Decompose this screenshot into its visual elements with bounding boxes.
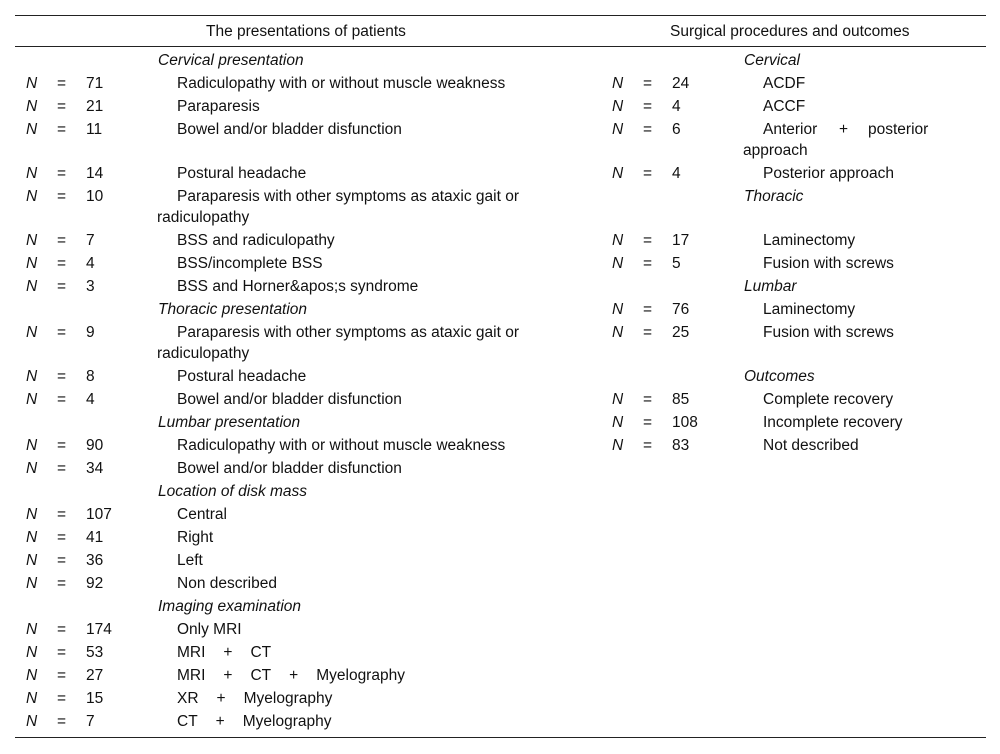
row-description: Fusion with screws: [763, 255, 894, 272]
count-value: 53: [86, 644, 104, 661]
count-value: 108: [672, 414, 698, 431]
equals-sign: =: [57, 368, 67, 385]
n-symbol: N: [26, 75, 38, 92]
row-description: Paraparesis with other symptoms as ataxic gait or: [177, 324, 519, 341]
equals-sign: =: [643, 121, 653, 138]
n-symbol: N: [26, 460, 38, 477]
equals-sign: =: [57, 621, 67, 638]
equals-sign: =: [57, 75, 67, 92]
equals-sign: =: [57, 552, 67, 569]
equals-sign: =: [57, 437, 67, 454]
count-value: 36: [86, 552, 104, 569]
count-value: 92: [86, 575, 104, 592]
row-description: Fusion with screws: [763, 324, 894, 341]
n-symbol: N: [612, 437, 624, 454]
n-symbol: N: [26, 667, 38, 684]
equals-sign: =: [643, 301, 653, 318]
equals-sign: =: [57, 713, 67, 730]
count-value: 14: [86, 165, 104, 182]
count-value: 11: [86, 121, 103, 138]
row-description: MRI + CT + Myelography: [177, 667, 405, 684]
n-symbol: N: [26, 255, 38, 272]
count-value: 83: [672, 437, 690, 454]
equals-sign: =: [57, 506, 67, 523]
row-description: Complete recovery: [763, 391, 894, 408]
n-symbol: N: [26, 324, 38, 341]
row-description: ACCF: [763, 98, 806, 115]
n-symbol: N: [26, 644, 38, 661]
row-description-continued: approach: [743, 142, 808, 159]
section-location-of-disk-mass: Location of disk mass: [158, 483, 308, 500]
count-value: 15: [86, 690, 104, 707]
header-left: The presentations of patients: [206, 23, 406, 40]
equals-sign: =: [57, 690, 67, 707]
table-top-rule: [15, 15, 986, 16]
row-description: Postural headache: [177, 368, 307, 385]
count-value: 17: [672, 232, 690, 249]
equals-sign: =: [57, 324, 67, 341]
table-header-rule: [15, 46, 986, 47]
equals-sign: =: [57, 667, 67, 684]
equals-sign: =: [57, 188, 67, 205]
count-value: 76: [672, 301, 690, 318]
n-symbol: N: [612, 121, 624, 138]
count-value: 4: [86, 255, 95, 272]
count-value: 21: [86, 98, 104, 115]
n-symbol: N: [612, 165, 624, 182]
n-symbol: N: [612, 255, 624, 272]
equals-sign: =: [57, 165, 67, 182]
row-description: ACDF: [763, 75, 806, 92]
n-symbol: N: [612, 414, 624, 431]
equals-sign: =: [57, 460, 67, 477]
row-description: Laminectomy: [763, 301, 856, 318]
n-symbol: N: [26, 506, 38, 523]
row-description: Only MRI: [177, 621, 242, 638]
equals-sign: =: [643, 324, 653, 341]
table-bottom-rule: [15, 737, 986, 738]
n-symbol: N: [26, 121, 38, 138]
equals-sign: =: [57, 644, 67, 661]
row-description: Posterior approach: [763, 165, 894, 182]
count-value: 7: [86, 232, 95, 249]
row-description: Non described: [177, 575, 277, 592]
n-symbol: N: [26, 232, 38, 249]
n-symbol: N: [26, 98, 38, 115]
n-symbol: N: [26, 278, 38, 295]
n-symbol: N: [26, 529, 38, 546]
equals-sign: =: [643, 414, 653, 431]
section-outcomes: Outcomes: [744, 368, 815, 385]
n-symbol: N: [26, 188, 38, 205]
row-description: Postural headache: [177, 165, 307, 182]
n-symbol: N: [612, 391, 624, 408]
count-value: 25: [672, 324, 690, 341]
count-value: 85: [672, 391, 690, 408]
count-value: 90: [86, 437, 104, 454]
n-symbol: N: [612, 324, 624, 341]
equals-sign: =: [57, 529, 67, 546]
row-description: Incomplete recovery: [763, 414, 903, 431]
n-symbol: N: [26, 575, 38, 592]
count-value: 71: [86, 75, 104, 92]
count-value: 41: [86, 529, 104, 546]
equals-sign: =: [57, 278, 67, 295]
row-description: BSS and radiculopathy: [177, 232, 335, 249]
count-value: 9: [86, 324, 95, 341]
row-description: Laminectomy: [763, 232, 856, 249]
n-symbol: N: [612, 301, 624, 318]
section-lumbar-presentation: Lumbar presentation: [158, 414, 301, 431]
row-description: BSS and Horner&apos;s syndrome: [177, 278, 419, 295]
n-symbol: N: [26, 165, 38, 182]
row-description-continued: radiculopathy: [157, 209, 250, 226]
row-description: Left: [177, 552, 203, 569]
equals-sign: =: [57, 391, 67, 408]
n-symbol: N: [26, 437, 38, 454]
equals-sign: =: [57, 121, 67, 138]
count-value: 4: [672, 165, 681, 182]
equals-sign: =: [643, 165, 653, 182]
count-value: 4: [86, 391, 95, 408]
count-value: 34: [86, 460, 104, 477]
count-value: 3: [86, 278, 95, 295]
row-description: Right: [177, 529, 214, 546]
row-description: Central: [177, 506, 227, 523]
count-value: 4: [672, 98, 681, 115]
section-cervical-presentation: Cervical presentation: [158, 52, 304, 69]
count-value: 174: [86, 621, 112, 638]
section-thoracic-procedures: Thoracic: [744, 188, 804, 205]
row-description: Paraparesis with other symptoms as ataxic gait or: [177, 188, 519, 205]
equals-sign: =: [643, 75, 653, 92]
row-description: Bowel and/or bladder disfunction: [177, 121, 402, 138]
equals-sign: =: [57, 255, 67, 272]
count-value: 10: [86, 188, 104, 205]
n-symbol: N: [612, 75, 624, 92]
section-thoracic-presentation: Thoracic presentation: [158, 301, 308, 318]
n-symbol: N: [26, 621, 38, 638]
row-description: CT + Myelography: [177, 713, 332, 730]
count-value: 107: [86, 506, 112, 523]
equals-sign: =: [643, 98, 653, 115]
section-imaging-examination: Imaging examination: [158, 598, 302, 615]
count-value: 8: [86, 368, 95, 385]
count-value: 7: [86, 713, 95, 730]
count-value: 24: [672, 75, 690, 92]
equals-sign: =: [643, 232, 653, 249]
plus-sign: +: [839, 121, 849, 138]
count-value: 27: [86, 667, 104, 684]
n-symbol: N: [26, 368, 38, 385]
row-description: Not described: [763, 437, 859, 454]
row-description: Paraparesis: [177, 98, 260, 115]
row-description: Bowel and/or bladder disfunction: [177, 460, 402, 477]
equals-sign: =: [57, 98, 67, 115]
row-description: MRI + CT: [177, 644, 272, 661]
n-symbol: N: [26, 552, 38, 569]
n-symbol: N: [612, 232, 624, 249]
row-description-continued: radiculopathy: [157, 345, 250, 362]
row-description: Bowel and/or bladder disfunction: [177, 391, 402, 408]
n-symbol: N: [26, 690, 38, 707]
section-cervical-procedures: Cervical: [744, 52, 800, 69]
equals-sign: =: [57, 575, 67, 592]
row-description: Radiculopathy with or without muscle weakness: [177, 437, 506, 454]
equals-sign: =: [57, 232, 67, 249]
equals-sign: =: [643, 255, 653, 272]
n-symbol: N: [612, 98, 624, 115]
row-description: BSS/incomplete BSS: [177, 255, 323, 272]
row-description: Anterior: [763, 121, 818, 138]
count-value: 5: [672, 255, 681, 272]
section-lumbar-procedures: Lumbar: [744, 278, 797, 295]
n-symbol: N: [26, 713, 38, 730]
n-symbol: N: [26, 391, 38, 408]
row-description: Radiculopathy with or without muscle weakness: [177, 75, 506, 92]
equals-sign: =: [643, 391, 653, 408]
row-description: posterior: [868, 121, 929, 138]
row-description: XR + Myelography: [177, 690, 333, 707]
equals-sign: =: [643, 437, 653, 454]
count-value: 6: [672, 121, 681, 138]
header-right: Surgical procedures and outcomes: [670, 23, 910, 40]
